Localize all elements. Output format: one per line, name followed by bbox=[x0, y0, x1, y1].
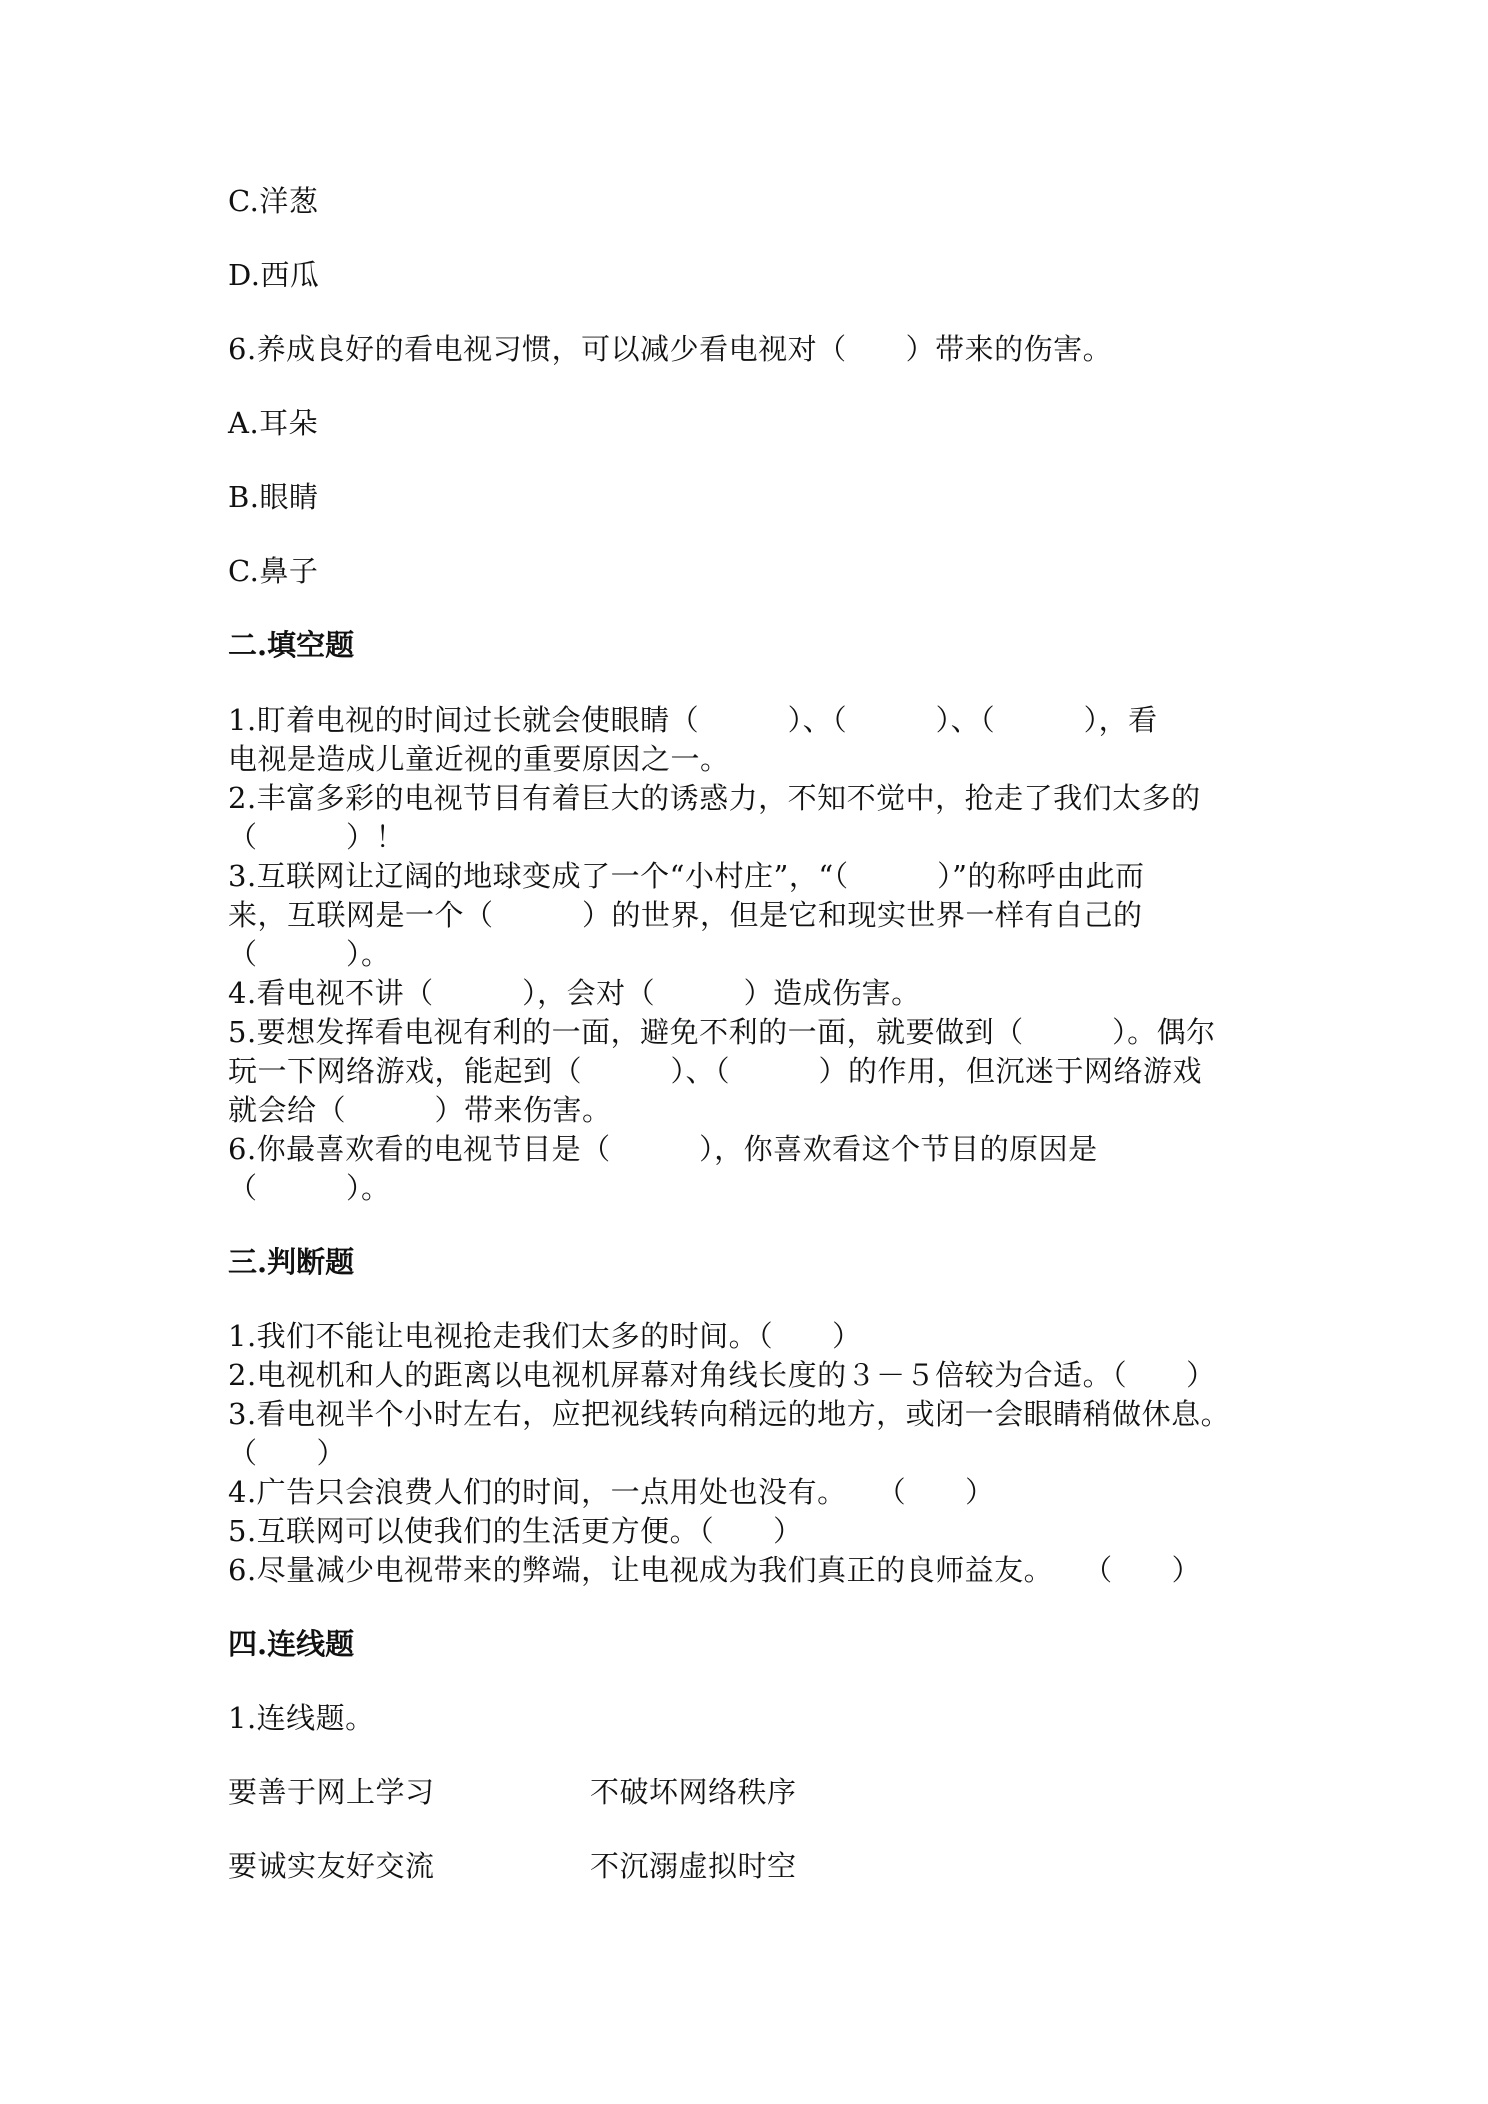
match-left-item: 要善于网上学习 bbox=[228, 1775, 435, 1809]
section-heading-true-false: 三.判断题 bbox=[228, 1245, 355, 1279]
match-right-item: 不破坏网络秩序 bbox=[590, 1775, 797, 1809]
judge-q5: 5.互联网可以使我们的生活更方便。（ ） bbox=[228, 1514, 803, 1548]
q6-stem: 6.养成良好的看电视习惯，可以减少看电视对（ ）带来的伤害。 bbox=[228, 332, 1113, 366]
fill-q5-line2: 玩一下网络游戏，能起到（ ）、（ ）的作用，但沉迷于网络游戏 bbox=[228, 1054, 1203, 1088]
section-heading-fill-blank: 二.填空题 bbox=[228, 628, 355, 662]
fill-q4-line1: 4.看电视不讲（ ），会对（ ）造成伤害。 bbox=[228, 976, 921, 1010]
judge-q3-line1: 3.看电视半个小时左右，应把视线转向稍远的地方，或闭一会眼睛稍做休息。 bbox=[228, 1397, 1231, 1431]
q6-option-b: B.眼睛 bbox=[228, 480, 319, 514]
fill-q1-line1: 1.盯着电视的时间过长就会使眼睛（ ）、（ ）、（ ），看 bbox=[228, 703, 1158, 737]
q5-option-c: C.洋葱 bbox=[228, 184, 319, 218]
fill-q2-line2: （ ）！ bbox=[228, 820, 406, 854]
judge-q2: 2.电视机和人的距离以电视机屏幕对角线长度的３－５倍较为合适。（ ） bbox=[228, 1358, 1216, 1392]
section-heading-matching: 四.连线题 bbox=[228, 1627, 355, 1661]
fill-q5-line1: 5.要想发挥看电视有利的一面，避免不利的一面，就要做到（ ）。偶尔 bbox=[228, 1015, 1216, 1049]
q6-option-c: C.鼻子 bbox=[228, 554, 319, 588]
match-right-item: 不沉溺虚拟时空 bbox=[590, 1849, 797, 1883]
fill-q1-line2: 电视是造成儿童近视的重要原因之一。 bbox=[228, 742, 730, 776]
fill-q3-line2: 来，互联网是一个（ ）的世界，但是它和现实世界一样有自己的 bbox=[228, 898, 1143, 932]
fill-q6-line2: （ ）。 bbox=[228, 1171, 391, 1205]
fill-q5-line3: 就会给（ ）带来伤害。 bbox=[228, 1093, 612, 1127]
judge-q4: 4.广告只会浪费人们的时间，一点用处也没有。 （ ） bbox=[228, 1475, 995, 1509]
judge-q1: 1.我们不能让电视抢走我们太多的时间。（ ） bbox=[228, 1319, 862, 1353]
judge-q3-line2: （ ） bbox=[228, 1436, 347, 1470]
match-left-item: 要诚实友好交流 bbox=[228, 1849, 435, 1883]
q5-option-d: D.西瓜 bbox=[228, 258, 320, 292]
fill-q3-line3: （ ）。 bbox=[228, 937, 391, 971]
fill-q3-line1: 3.互联网让辽阔的地球变成了一个“小村庄”，“（ ）”的称呼由此而 bbox=[228, 859, 1145, 893]
match-q1: 1.连线题。 bbox=[228, 1701, 375, 1735]
fill-q6-line1: 6.你最喜欢看的电视节目是（ ），你喜欢看这个节目的原因是 bbox=[228, 1132, 1098, 1166]
judge-q6: 6.尽量减少电视带来的弊端，让电视成为我们真正的良师益友。 （ ） bbox=[228, 1553, 1202, 1587]
fill-q2-line1: 2.丰富多彩的电视节目有着巨大的诱惑力，不知不觉中，抢走了我们太多的 bbox=[228, 781, 1201, 815]
q6-option-a: A.耳朵 bbox=[228, 406, 319, 440]
